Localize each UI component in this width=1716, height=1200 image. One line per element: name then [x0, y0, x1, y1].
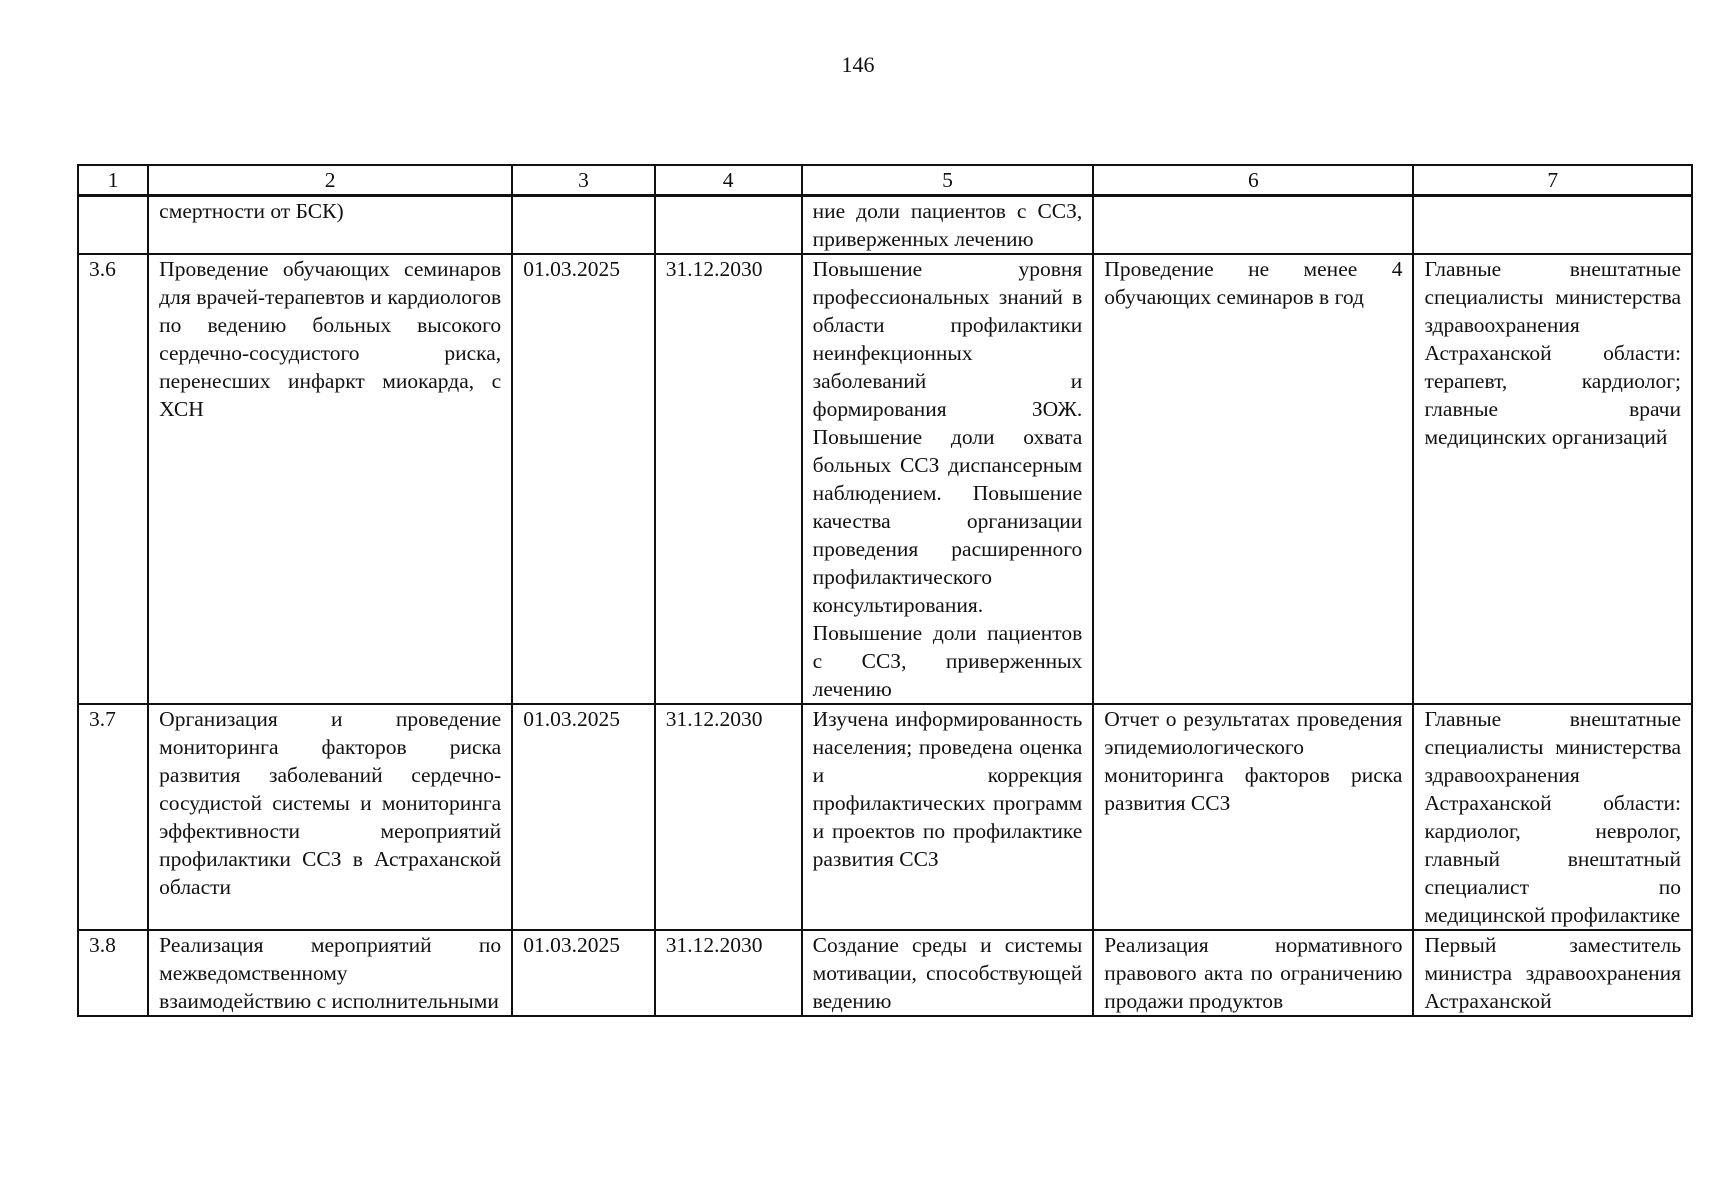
start-date-cell: 01.03.2025	[512, 930, 655, 1016]
column-header: 2	[148, 165, 512, 196]
page-number: 146	[841, 52, 875, 77]
table-row	[78, 196, 1692, 255]
responsible-cell: Главные внештатные специалисты министерства здравоохранения Астраханской области: кардиолог, невролог, главный внештатный специалист по медицинской профилактике	[1413, 704, 1692, 930]
row-number	[78, 196, 148, 255]
measure-cell: смертности от БСК)	[148, 196, 512, 255]
column-header: 6	[1093, 165, 1413, 196]
row-number: 3.6	[78, 254, 148, 704]
result-cell: Повышение уровня профессиональных знаний в области профилактики неинфекционных заболеваний и формирования ЗОЖ. Повышение доли охвата больных ССЗ диспансерным наблюдением. Повышение качества организации проведения расширенного профилактического консультирования. Повышение доли пациентов с ССЗ, приверженных лечению	[802, 254, 1094, 704]
indicator-cell: Реализация нормативного правового акта по ограничению продажи продуктов	[1093, 930, 1413, 1016]
result-cell: Создание среды и системы мотивации, способствующей ведению	[802, 930, 1094, 1016]
column-header: 5	[802, 165, 1094, 196]
measure-cell: Реализация мероприятий по межведомственному взаимодействию с исполнительными	[148, 930, 512, 1016]
end-date-cell	[655, 196, 802, 255]
row-number: 3.7	[78, 704, 148, 930]
table-row	[78, 254, 1692, 704]
column-header: 1	[78, 165, 148, 196]
column-header: 4	[655, 165, 802, 196]
table-row	[78, 704, 1692, 930]
row-number: 3.8	[78, 930, 148, 1016]
responsible-cell	[1413, 196, 1692, 255]
start-date-cell: 01.03.2025	[512, 704, 655, 930]
measure-cell: Проведение обучающих семинаров для врачей-терапевтов и кардиологов по ведению больных высокого сердечно-сосудистого риска, перенесших инфаркт миокарда, с ХСН	[148, 254, 512, 704]
result-cell: ние доли пациентов с ССЗ, приверженных лечению	[802, 196, 1094, 255]
column-header: 3	[512, 165, 655, 196]
indicator-cell: Отчет о результатах проведения эпидемиологического мониторинга факторов риска развития ССЗ	[1093, 704, 1413, 930]
start-date-cell	[512, 196, 655, 255]
responsible-cell: Главные внештатные специалисты министерства здравоохранения Астраханской области: терапевт, кардиолог; главные врачи медицинских организаций	[1413, 254, 1692, 704]
end-date-cell: 31.12.2030	[655, 254, 802, 704]
table-row	[78, 930, 1692, 1016]
end-date-cell: 31.12.2030	[655, 704, 802, 930]
header-row	[78, 165, 1692, 196]
measures-table	[77, 164, 1693, 1017]
measure-cell: Организация и проведение мониторинга факторов риска развития заболеваний сердечно-сосудистой системы и мониторинга эффективности мероприятий профилактики ССЗ в Астраханской области	[148, 704, 512, 930]
responsible-cell: Первый заместитель министра здравоохранения Астраханской	[1413, 930, 1692, 1016]
end-date-cell: 31.12.2030	[655, 930, 802, 1016]
indicator-cell	[1093, 196, 1413, 255]
column-header: 7	[1413, 165, 1692, 196]
indicator-cell: Проведение не менее 4 обучающих семинаров в год	[1093, 254, 1413, 704]
start-date-cell: 01.03.2025	[512, 254, 655, 704]
result-cell: Изучена информированность населения; проведена оценка и коррекция профилактических программ и проектов по профилактике развития ССЗ	[802, 704, 1094, 930]
